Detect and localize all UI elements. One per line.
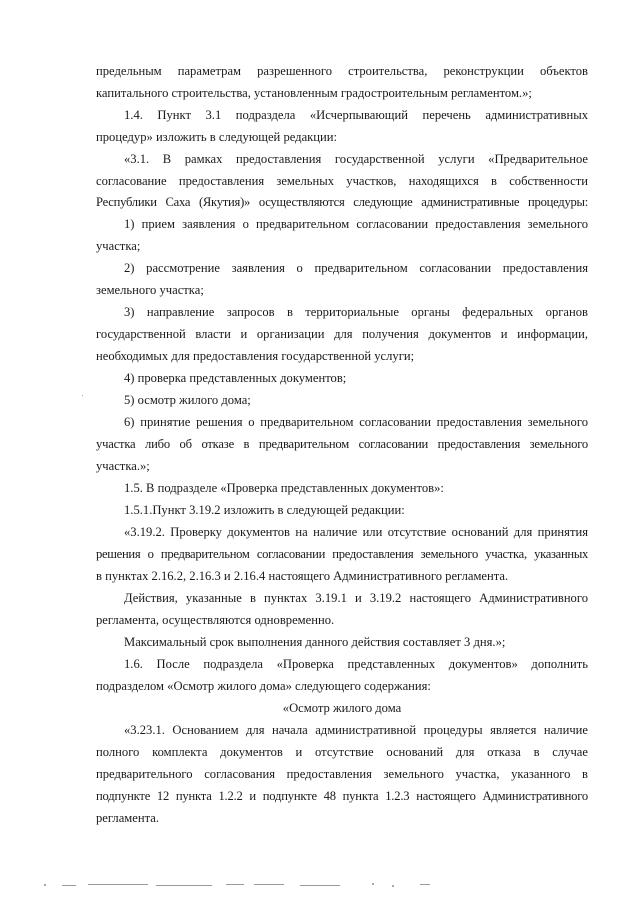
text-line: подпункте 12 пункта 1.2.2 и подпункте 48 пункта 1.2.3 настоящего Административного (96, 789, 588, 803)
scan-artifact (156, 885, 212, 886)
text-line: регламента, осуществляются одновременно. (96, 613, 335, 627)
text-line: 2) рассмотрение заявления о предварительном согласовании предоставления (124, 261, 588, 275)
text-line: 1.4. Пункт 3.1 подраздела «Исчерпывающий перечень административных (124, 108, 588, 122)
text-line: «3.1. В рамках предоставления государственной услуги «Предварительное (124, 152, 588, 166)
scan-artifact (82, 395, 83, 396)
text-line: подразделом «Осмотр жилого дома» следующего содержания: (96, 679, 431, 693)
text-line: «3.19.2. Проверку документов на наличие или отсутствие оснований для принятия (124, 525, 588, 539)
text-line: Действия, указанные в пунктах 3.19.1 и 3.19.2 настоящего Административного (124, 591, 588, 605)
text-line: участка.»; (96, 459, 150, 473)
text-line: Республики Саха (Якутия)» осуществляются следующие административные процедуры: (96, 195, 588, 209)
text-line: 1) прием заявления о предварительном согласовании предоставления земельного (124, 217, 588, 231)
text-line: участка; (96, 239, 141, 253)
text-line: 3) направление запросов в территориальные органы федеральных органов (124, 305, 588, 319)
text-line: полного комплекта документов и отсутствие оснований для отказа в случае (96, 745, 588, 759)
text-line: 5) осмотр жилого дома; (124, 393, 251, 407)
scan-artifact (88, 884, 148, 885)
text-line: процедур» изложить в следующей редакции: (96, 130, 337, 144)
scan-artifact (392, 885, 394, 887)
scan-artifact (226, 884, 244, 885)
text-line: предварительного согласования предоставления земельного участка, указанного в (96, 767, 588, 781)
text-line: предельным параметрам разрешенного строительства, реконструкции объектов (96, 64, 588, 78)
text-line: участка либо об отказе в предварительном согласовании предоставления земельного (96, 437, 588, 451)
scan-artifact (300, 885, 340, 886)
text-line: земельного участка; (96, 283, 204, 297)
text-line: решения о предварительном согласовании предоставления земельного участка, указанных (96, 547, 588, 561)
text-line: 6) принятие решения о предварительном согласовании предоставления земельного (124, 415, 588, 429)
scan-artifact (254, 884, 284, 885)
scan-artifact (44, 884, 46, 886)
text-line: 1.6. После подраздела «Проверка представленных документов» дополнить (124, 657, 588, 671)
text-line: регламента. (96, 811, 159, 825)
text-line: 1.5. В подразделе «Проверка представленных документов»: (124, 481, 444, 495)
text-line: государственной власти и организации для получения документов и информации, (96, 327, 588, 341)
text-line: капитального строительства, установленным градостроительным регламентом.»; (96, 86, 532, 100)
text-line: в пунктах 2.16.2, 2.16.3 и 2.16.4 настоящего Административного регламента. (96, 569, 509, 583)
text-line: «3.23.1. Основанием для начала административной процедуры является наличие (124, 723, 588, 737)
text-line: необходимых для предоставления государственной услуги; (96, 349, 415, 363)
section-heading: «Осмотр жилого дома (282, 701, 402, 715)
text-line: 1.5.1.Пункт 3.19.2 изложить в следующей редакции: (124, 503, 405, 517)
text-line: 4) проверка представленных документов; (124, 371, 347, 385)
scan-artifact (372, 883, 374, 885)
scan-artifact (62, 885, 76, 886)
scan-artifact (420, 884, 430, 885)
text-line: Максимальный срок выполнения данного действия составляет 3 дня.»; (124, 635, 506, 649)
text-line: согласование предоставления земельных участков, находящихся в собственности (96, 174, 588, 188)
